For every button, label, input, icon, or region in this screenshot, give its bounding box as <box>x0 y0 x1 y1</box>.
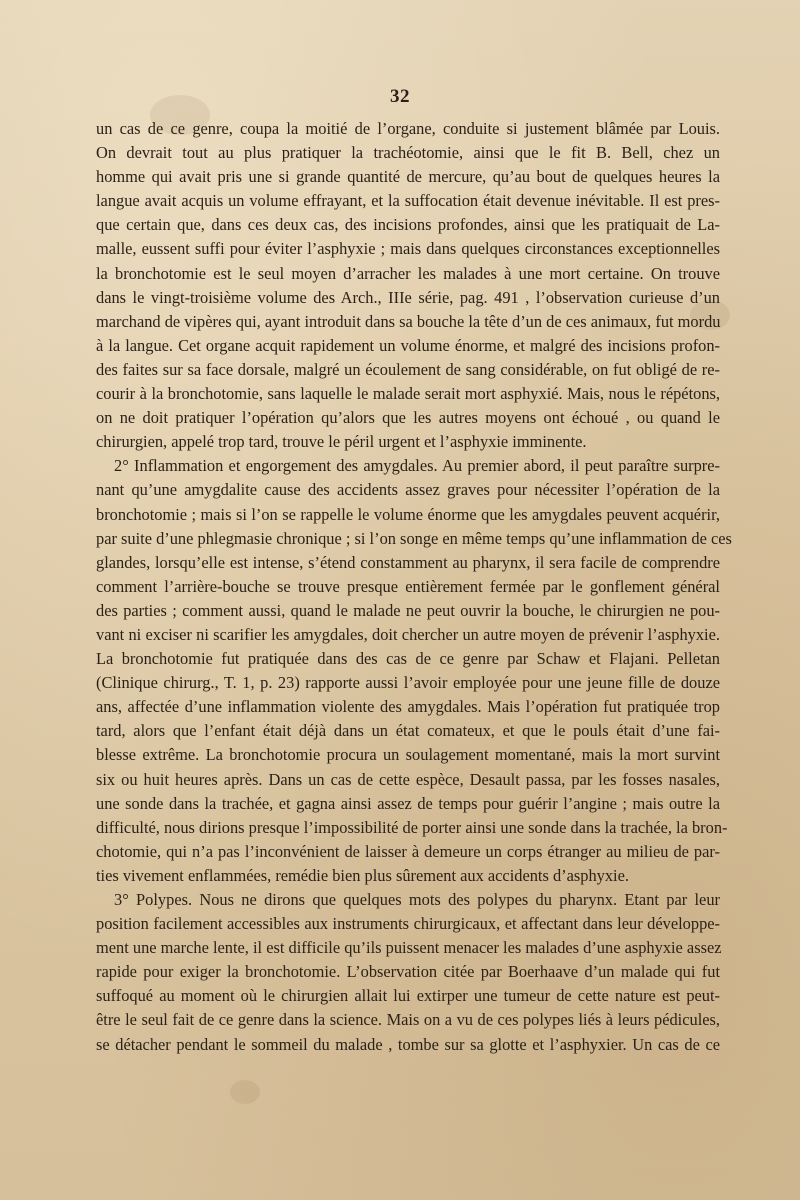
text-line: un cas de ce genre, coupa la moitié de l’organe, conduite si justement blâmée par Louis. <box>96 119 720 138</box>
text-line: à la langue. Cet organe acquit rapidement un volume énorme, et malgré des incisions profon- <box>96 335 720 355</box>
text-line: vant ni exciser ni scarifier les amygdales, doit chercher un autre moyen de prévenir l’asphyxie. <box>96 624 720 644</box>
text-line: marchand de vipères qui, ayant introduit dans sa bouche la tête d’un de ces animaux, fut mordu <box>96 311 721 331</box>
paper-stain <box>230 1080 260 1104</box>
page-number: 32 <box>390 86 410 107</box>
text-line: chirurgien, appelé trop tard, trouve le péril urgent et l’asphyxie imminente. <box>96 432 587 452</box>
text-line: des parties ; comment aussi, quand le malade ne peut ouvrir la bouche, le chirurgien ne pou- <box>96 600 720 620</box>
text-line: tard, alors que l’enfant était déjà dans un état comateux, et que le pouls était d’une fai- <box>96 721 720 741</box>
text-line: chotomie, qui n’a pas l’inconvénient de laisser à demeure un corps étranger au milieu de par- <box>96 841 720 861</box>
text-line: se détacher pendant le sommeil du malade , tombe sur sa glotte et l’asphyxier. Un cas de ce <box>96 1034 720 1054</box>
text-line: La bronchotomie fut pratiquée dans des cas de ce genre par Schaw et Flajani. Pelletan <box>96 649 720 669</box>
text-line: homme qui avait pris une si grande quantité de mercure, qu’au bout de quelques heures la <box>96 167 720 187</box>
text-line: suffoqué au moment où le chirurgien allait lui extirper une tumeur de cette nature est peut- <box>96 986 720 1006</box>
text-line: difficulté, nous dirions presque l’impossibilité de porter ainsi une sonde dans la trachée, la bron- <box>96 817 728 837</box>
text-line: être le seul fait de ce genre dans la science. Mais on a vu de ces polypes liés à leurs pédicules, <box>96 1010 720 1030</box>
text-line: dans le vingt-troisième volume des Arch., IIIe série, pag. 491 , l’observation curieuse d’un <box>96 287 720 307</box>
text-line: ment une marche lente, il est difficile qu’ils puissent menacer les malades d’une asphyxie assez <box>96 938 722 958</box>
text-line: ans, affectée d’une inflammation violente des amygdales. Mais l’opération fut pratiquée trop <box>96 697 720 717</box>
text-line: on ne doit pratiquer l’opération qu’alors que les autres moyens ont échoué , ou quand le <box>96 408 720 428</box>
text-line: blesse extrême. La bronchotomie procura un soulagement momentané, mais la mort survint <box>96 745 720 765</box>
text-line: des faites sur sa face dorsale, malgré un écoulement de sang considérable, on fut obligé de re- <box>96 359 720 379</box>
text-line: la bronchotomie est le seul moyen d’arracher les malades à une mort certaine. On trouve <box>96 263 720 283</box>
body-text <box>96 117 732 1057</box>
text-line: bronchotomie ; mais si l’on se rappelle le volume énorme que les amygdales peuvent acquérir, <box>96 504 720 524</box>
text-line: que certain que, dans ces deux cas, des incisions profondes, ainsi que les pratiquait de La- <box>96 215 720 235</box>
text-line: 2° Inflammation et engorgement des amygdales. Au premier abord, il peut paraître surpre- <box>114 456 720 476</box>
text-line: position facilement accessibles aux instruments chirurgicaux, et affectant dans leur développe- <box>96 914 720 934</box>
text-line: nant qu’une amygdalite cause des accidents assez graves pour nécessiter l’opération de la <box>96 480 720 500</box>
text-line: langue avait acquis un volume effrayant, et la suffocation était devenue inévitable. Il est pres- <box>96 191 720 211</box>
text-line: (Clinique chirurg., T. 1, p. 23) rapporte aussi l’avoir employée pour une jeune fille de douze <box>96 673 720 693</box>
text-line: comment l’arrière-bouche se trouve presque entièrement fermée par le gonflement général <box>96 576 720 596</box>
text-line: rapide pour exiger la bronchotomie. L’observation citée par Boerhaave d’un malade qui fut <box>96 962 720 982</box>
text-line: ties vivement enflammées, remédie bien plus sûrement aux accidents d’asphyxie. <box>96 865 629 885</box>
text-line: 3° Polypes. Nous ne dirons que quelques mots des polypes du pharynx. Etant par leur <box>114 890 720 909</box>
text-line: une sonde dans la trachée, et gagna ainsi assez de temps pour guérir l’angine ; mais outre la <box>96 793 720 813</box>
text-line: On devrait tout au plus pratiquer la trachéotomie, ainsi que le fit B. Bell, chez un <box>96 143 720 163</box>
text-line: glandes, lorsqu’elle est intense, s’étend constamment au pharynx, il sera facile de comprendre <box>96 552 720 572</box>
text-line: six ou huit heures après. Dans un cas de cette espèce, Desault passa, par les fosses nasales, <box>96 769 720 789</box>
text-line: courir à la bronchotomie, sans laquelle le malade serait mort asphyxié. Mais, nous le répétons, <box>96 384 720 404</box>
text-line: malle, eussent suffi pour éviter l’asphyxie ; mais dans quelques circonstances exceptionnelles <box>96 239 720 259</box>
text-line: par suite d’une phlegmasie chronique ; si l’on songe en même temps qu’une inflammation de ces <box>96 528 732 548</box>
